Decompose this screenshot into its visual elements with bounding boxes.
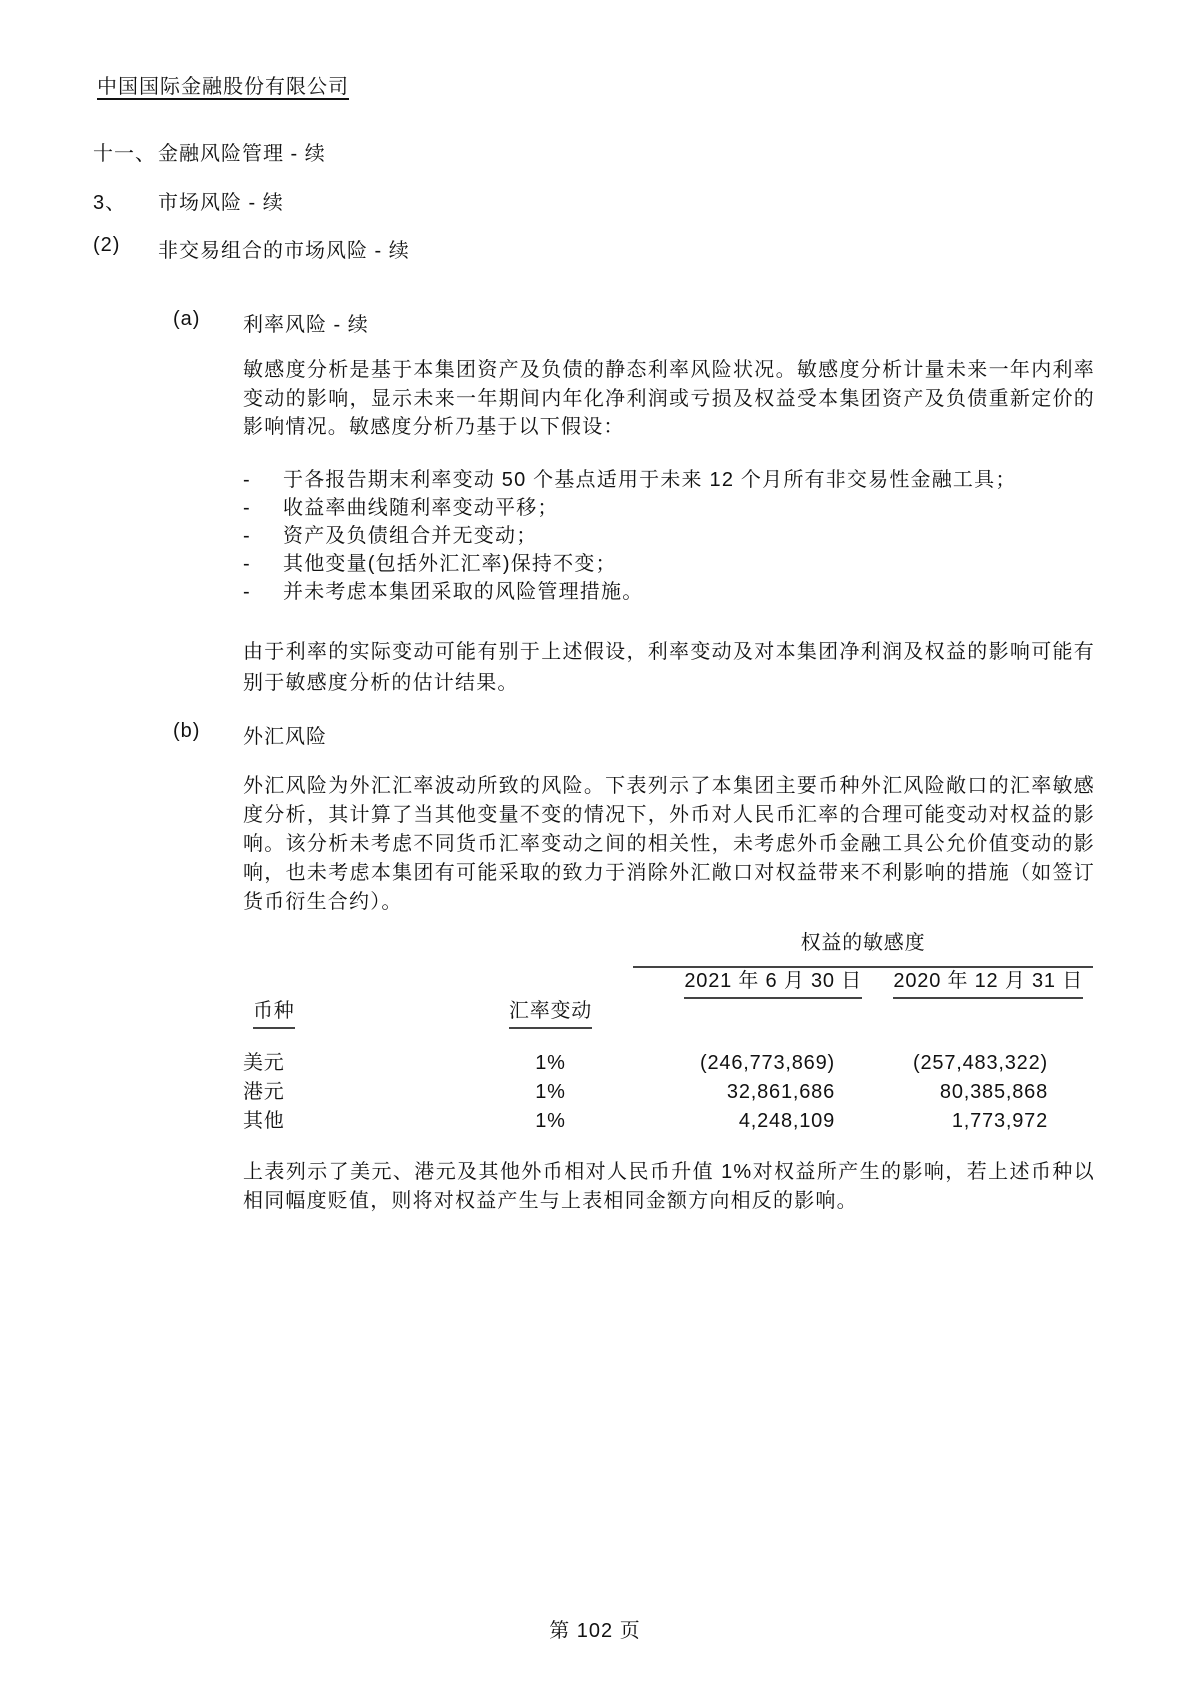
heading-number: (a) [173,308,201,330]
bullet-marker: - [243,581,251,603]
page-number: 第 102 页 [549,1620,641,1642]
heading-number: 十一、 [93,143,156,165]
heading-number: (2) [93,234,121,256]
table-col-header-2021 [633,968,868,998]
assumption-list [243,466,1103,606]
heading-non-trading-market-risk [93,234,410,263]
bullet-marker: - [243,525,251,547]
paragraph-rate-caveat: 由于利率的实际变动可能有别于上述假设，利率变动及对本集团净利润及权益的影响可能有别于敏感度分析的估计结果。 [243,641,1095,694]
heading-text: 金融风险管理 - 续 [158,143,326,165]
table-cell-currency: 美元 [243,1052,285,1074]
heading-number: (b) [173,720,201,742]
table-cell-value-2020: 80,385,868 [939,1081,1048,1103]
heading-number: 3、 [93,192,127,214]
list-item [243,550,1103,578]
table-cell-value-2021: 32,861,686 [726,1081,835,1103]
table-group-header: 权益的敏感度 [633,930,1093,968]
heading-text: 非交易组合的市场风险 - 续 [158,240,410,262]
list-item [243,494,1103,522]
table-col-header-text: 2021 年 6 月 30 日 [684,968,862,999]
bullet-marker: - [243,553,251,575]
table-col-header-2020 [868,968,1093,998]
list-item [243,578,1103,606]
table-col-header-text: 汇率变动 [509,998,592,1029]
list-item [243,466,1103,494]
bullet-marker: - [243,469,251,491]
heading-financial-risk-management [93,137,326,166]
heading-interest-rate-risk [173,308,369,337]
table-cell-value-2020: (257,483,322) [913,1052,1048,1074]
bullet-marker: - [243,497,251,519]
company-title: 中国国际金融股份有限公司 [97,76,349,98]
table-cell-rate-change: 1% [535,1081,566,1103]
table-col-header-rate-change [468,998,633,1050]
heading-fx-risk [173,720,327,749]
table-cell-rate-change: 1% [535,1110,566,1132]
heading-text: 市场风险 - 续 [158,192,284,214]
table-col-header-text: 2020 年 12 月 31 日 [893,968,1083,999]
list-item-text: 其他变量(包括外汇汇率)保持不变； [283,553,617,575]
table-cell-currency: 港元 [243,1081,285,1103]
paragraph-table-explanation: 上表列示了美元、港元及其他外币相对人民币升值 1%对权益所产生的影响，若上述币种以相同幅度贬值，则将对权益产生与上表相同金额方向相反的影响。 [243,1161,1095,1212]
fx-sensitivity-table [243,930,1093,1137]
table-cell-rate-change: 1% [535,1052,566,1074]
table-cell-value-2020: 1,773,972 [951,1110,1048,1132]
table-col-header-text: 币种 [253,998,295,1029]
list-item-text: 收益率曲线随利率变动平移； [283,497,559,519]
list-item-text: 于各报告期末利率变动 50 个基点适用于未来 12 个月所有非交易性金融工具； [283,469,1017,491]
paragraph-sensitivity-analysis: 敏感度分析是基于本集团资产及负债的静态利率风险状况。敏感度分析计量未来一年内利率变动的影响，显示未来一年期间内年化净利润或亏损及权益受本集团资产及负债重新定价的影响情况。敏感度分析乃基于以下假设： [243,359,1095,438]
heading-text: 外汇风险 [243,726,327,748]
table-cell-value-2021: 4,248,109 [738,1110,835,1132]
heading-text: 利率风险 - 续 [243,314,369,336]
list-item-text: 并未考虑本集团采取的风险管理措施。 [283,581,644,603]
list-item [243,522,1103,550]
table-cell-currency: 其他 [243,1110,285,1132]
table-col-header-currency [243,998,468,1050]
table-cell-value-2021: (246,773,869) [700,1052,835,1074]
paragraph-fx-description: 外汇风险为外汇汇率波动所致的风险。下表列示了本集团主要币种外汇风险敞口的汇率敏感度分析，其计算了当其他变量不变的情况下，外币对人民币汇率的合理可能变动对权益的影响。该分析未考虑不同货币汇率变动之间的相关性，未考虑外币金融工具公允价值变动的影响，也未考虑本集团有可能采取的致力于消除外汇敞口对权益带来不利影响的措施（如签订货币衍生合约）。 [243,775,1095,913]
list-item-text: 资产及负债组合并无变动； [283,525,538,547]
heading-market-risk [93,186,284,215]
